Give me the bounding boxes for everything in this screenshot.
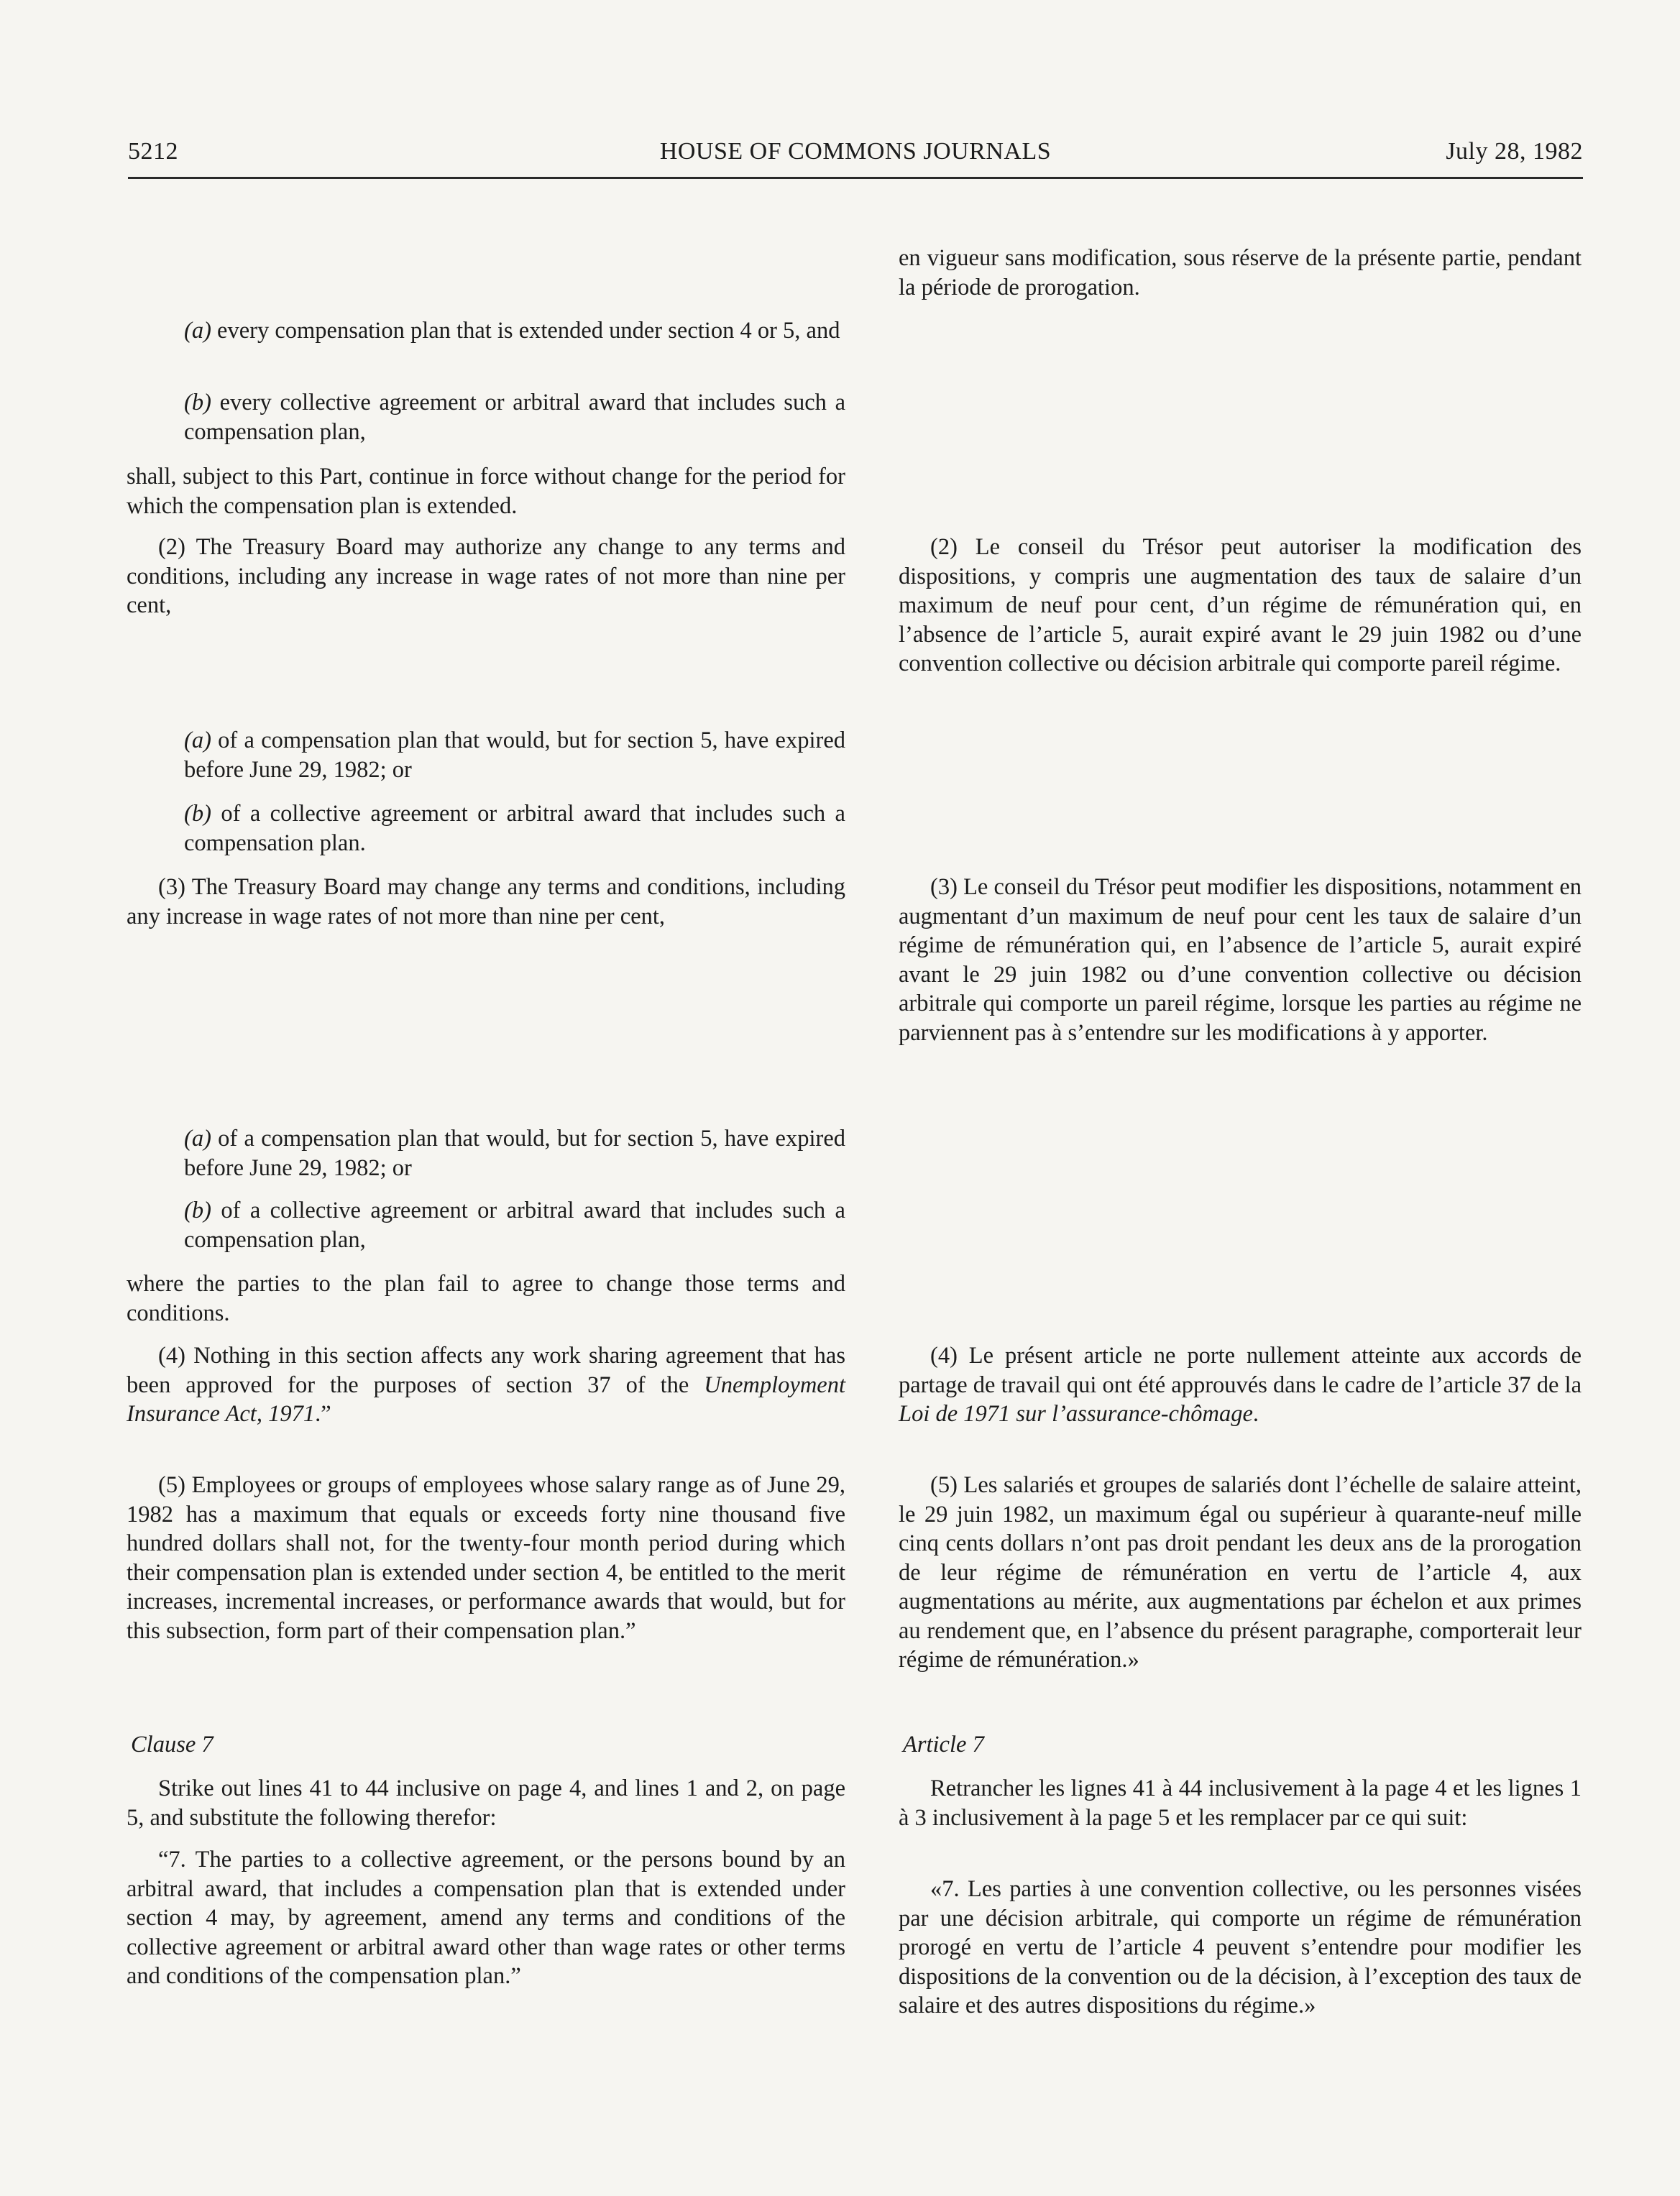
item-marker-b: (b) (184, 1198, 211, 1223)
page-date: July 28, 1982 (1446, 138, 1583, 165)
journal-title: HOUSE OF COMMONS JOURNALS (659, 138, 1052, 165)
section-7-fr: «7. Les parties à une convention collective, ou les personnes visées par une décision arbitrale, qui comporte un régime de rémunération prorogé en vertu de l’article 4 peuvent s’entendre pour modifier les dispositions de la convention ou de la décision, à l’exception des taux de salaire et des autres dispositions du régime.» (899, 1876, 1582, 2018)
item-text: of a collective agreement or arbitral award that includes such a compensation plan. (184, 801, 845, 856)
subsection-5-fr: (5) Les salariés et groupes de salariés dont l’échelle de salaire atteint, le 29 juin 1982, un maximum égal ou supérieur à quarante-neuf mille cinq cents dollars n’ont pas droit pendant les deux ans de la prorogation de leur régime de rémunération en vertu de l’article 4, aux augmentations au mérite, aux augmentations par échelon et aux primes au rendement que, en l’absence du présent paragraphe, comporterait leur régime de rémunération.» (899, 1472, 1582, 1673)
paragraph-shall: shall, subject to this Part, continue in force without change for the period for which the compensation plan is extended. (127, 464, 845, 519)
article-heading: Article 7 (903, 1732, 984, 1758)
paragraph-where: where the parties to the plan fail to agree to change those terms and conditions. (127, 1271, 845, 1326)
item-marker-b: (b) (184, 801, 211, 827)
paragraph-b-3 (127, 1196, 845, 1254)
page-number: 5212 (128, 138, 178, 165)
paragraph-b-1 (127, 388, 845, 446)
item-text: of a collective agreement or arbitral award that includes such a compensation plan, (184, 1198, 845, 1253)
section-7-en: “7. The parties to a collective agreement, or the persons bound by an arbitral award, that includes a compensation plan that is extended under section 4 may, by agreement, amend any terms and conditions of the collective agreement or arbitral award other than wage rates or other terms and conditions of the compensation plan.” (127, 1847, 845, 1989)
item-marker-a: (a) (184, 1126, 211, 1152)
subsection-4-fr (899, 1341, 1582, 1429)
item-marker-a: (a) (184, 727, 211, 753)
subsection-3-en: (3) The Treasury Board may change any terms and conditions, including any increase in wage rates of not more than nine per cent, (127, 874, 845, 929)
subsection-2-fr: (2) Le conseil du Trésor peut autoriser la modification des dispositions, y compris une augmentation des taux de salaire d’un maximum de neuf pour cent, d’un régime de rémunération qui, en l’absence de l’article 5, aurait expiré avant le 29 juin 1982 ou d’une convention collective ou décision arbitrale qui comporte pareil régime. (899, 534, 1582, 676)
subsection-3-fr: (3) Le conseil du Trésor peut modifier les dispositions, notamment en augmentant d’un maximum de neuf pour cent les taux de salaire d’un régime de rémunération qui, en l’absence de l’article 5, aurait expiré avant le 29 juin 1982 ou d’une convention collective ou décision arbitrale qui comporte un pareil régime, lorsque les parties au régime ne parviennent pas à s’entendre sur les modifications à y apporter. (899, 874, 1582, 1046)
subsection-4-end: . (1252, 1401, 1259, 1427)
subsection-5-en: (5) Employees or groups of employees whose salary range as of June 29, 1982 has a maximum that equals or exceeds forty nine thousand five hundred dollars shall not, for the twenty-four month period during which their compensation plan is extended under section 4, be entitled to the merit increases, incremental increases, or performance awards that would, but for this subsection, form part of their compensation plan.” (127, 1472, 845, 1644)
item-marker-b: (b) (184, 390, 211, 415)
clause-heading: Clause 7 (131, 1732, 214, 1758)
retrancher-instruction: Retrancher les lignes 41 à 44 inclusivement à la page 4 et les lignes 1 à 3 inclusivement à la page 5 et les remplacer par ce qui suit: (899, 1775, 1582, 1831)
item-text: every compensation plan that is extended under section 4 or 5, and (211, 318, 840, 344)
subsection-4-text: (4) Nothing in this section affects any work sharing agreement that has been approved for the purposes of section 37 of the (127, 1343, 845, 1398)
paragraph-b-2 (127, 799, 845, 858)
subsection-4-text: (4) Le présent article ne porte nullement atteinte aux accords de partage de travail qui ont été approuvés dans le cadre de l’article 37 de la (899, 1343, 1582, 1398)
paragraph-a-1 (127, 316, 845, 346)
item-text: of a compensation plan that would, but for section 5, have expired before June 29, 1982; or (184, 1126, 845, 1181)
strike-instruction: Strike out lines 41 to 44 inclusive on page 4, and lines 1 and 2, on page 5, and substitute the following therefor: (127, 1775, 845, 1831)
subsection-2-en: (2) The Treasury Board may authorize any change to any terms and conditions, including any increase in wage rates of not more than nine per cent, (127, 534, 845, 618)
item-marker-a: (a) (184, 318, 211, 344)
item-text: of a compensation plan that would, but for section 5, have expired before June 29, 1982; or (184, 727, 845, 783)
act-title: Unemployment Insurance Act, 1971 (127, 1372, 845, 1427)
paragraph-a-2 (127, 726, 845, 784)
subsection-4-en (127, 1341, 845, 1429)
paragraph-a-3 (127, 1124, 845, 1182)
act-title: Loi de 1971 sur l’assurance-chômage (899, 1401, 1253, 1427)
french-continuation: en vigueur sans modification, sous réserve de la présente partie, pendant la période de prorogation. (899, 245, 1582, 300)
page-header (128, 137, 1583, 179)
item-text: every collective agreement or arbitral award that includes such a compensation plan, (184, 390, 845, 445)
subsection-4-end: .” (315, 1401, 331, 1427)
